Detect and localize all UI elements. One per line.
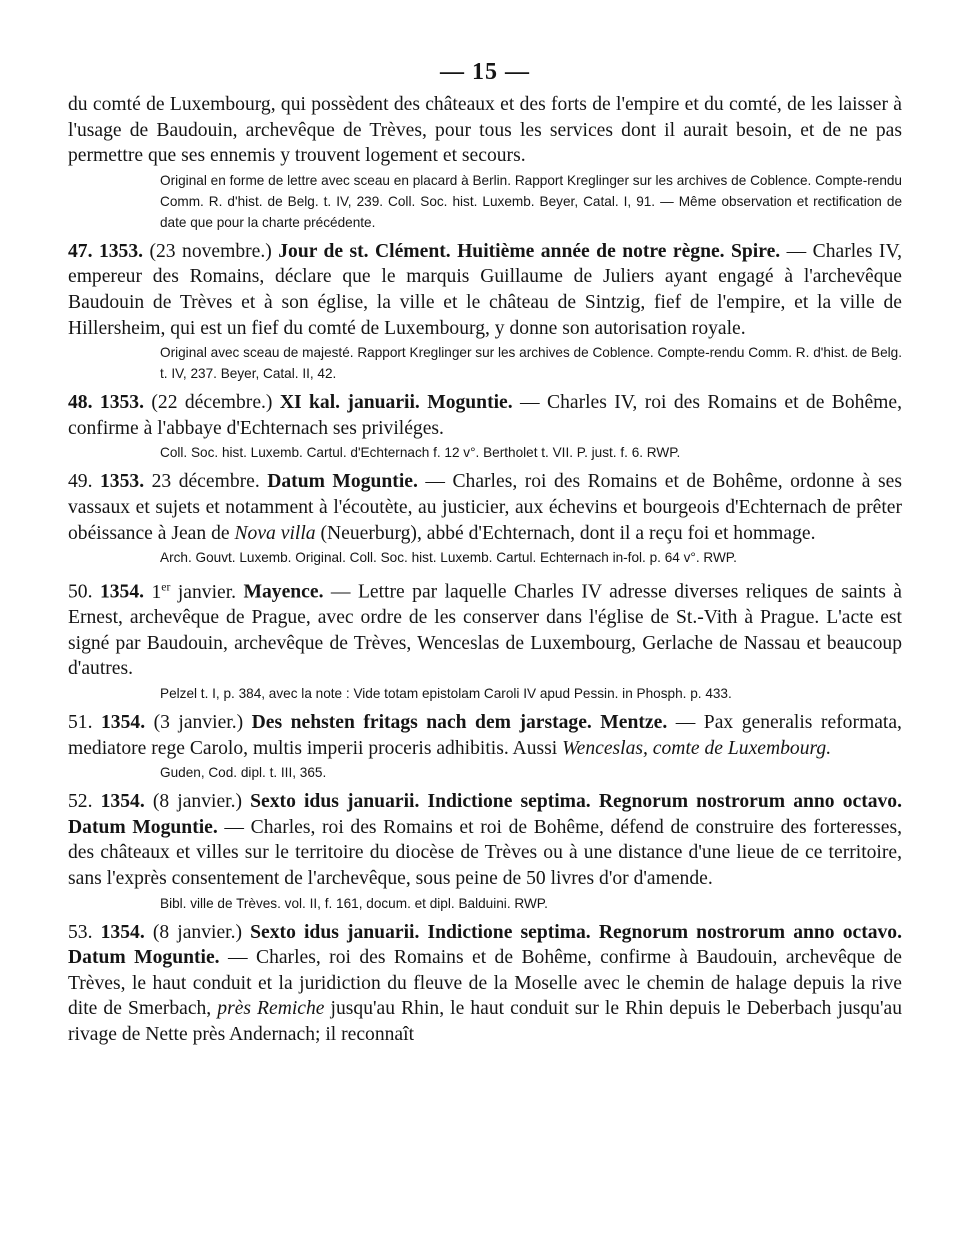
entry-number: 52. (68, 791, 93, 813)
entry-year: 1354. (99, 581, 145, 603)
entry-body-italic: Wenceslas, comte de Luxembourg. (562, 737, 832, 759)
entry-year: 1353. (99, 392, 144, 414)
entry-heading: Sexto idus januarii. Indictione septima. Regnorum nostrorum anno octavo. Datum Moguntie. (68, 921, 903, 969)
entry-number: 53. (68, 921, 93, 943)
entry-heading: Sexto idus januarii. Indictione septima. Regnorum nostrorum anno octavo. Datum Moguntie. (68, 791, 903, 838)
entry-source-note: Coll. Soc. hist. Luxemb. Cartul. d'Echternach f. 12 v°. Bertholet t. VII. P. just. f. 6. RWP. (160, 445, 681, 461)
entry-year: 1353. (98, 240, 144, 262)
entry-text (68, 574, 902, 682)
entry-body-italic: près Remiche (217, 998, 325, 1020)
entry-year: 1354. (101, 712, 146, 734)
entry-source-note: Arch. Gouvt. Luxemb. Original. Coll. Soc. hist. Luxemb. Cartul. Echternach in-fol. p. 64 v°. RWP. (160, 550, 737, 566)
entry-body: — Lettre par laquelle Charles IV adresse diverses reliques de saints à Ernest, archevêque de Prague, avec ordre de les conserver dans l'église de St.-Vith à Prague. L'acte est signé par Baudouin, archevêque de Trèves, Wenceslas de Luxembourg, Gerlache de Nassau et beaucoup d'autres. (68, 581, 902, 680)
entry-body: — Charles IV, roi des Romains et de Bohême, confirme à l'abbaye d'Echternach ses priviléges. (68, 392, 902, 439)
intro-paragraph: du comté de Luxembourg, qui possèdent des châteaux et des forts de l'empire et du comté, de les laisser à l'usage de Baudouin, archevêque de Trèves, pour tous les services dont il aurait besoin, et de ne pas permettre que ses ennemis y trouvent logement et secours. (68, 94, 902, 167)
entry-year: 1354. (100, 791, 145, 813)
entry-date-sup: er (161, 580, 171, 594)
entry-text (68, 390, 902, 441)
entry-51 (68, 710, 902, 783)
intro-source-note: Original en forme de lettre avec sceau en placard à Berlin. Rapport Kreglinger sur les archives de Coblence. Compte-rendu Comm. R. d'hist. de Belg. t. IV, 239. Coll. Soc. hist. Luxemb. Beyer, Catal. I, 91. — Même observation et rectification de date que pour la charte précédente. (160, 172, 902, 230)
entry-body: — Charles, roi des Romains et de Bohême, confirme à Baudouin, archevêque de Trèves, le haut conduit et la juridiction du fleuve de la Moselle avec le chemin de halage depuis la rive dite de Smerbach, (68, 947, 902, 1020)
entry-text (68, 469, 902, 546)
entry-heading: Mayence. (243, 581, 324, 603)
entry-number: 48. (68, 392, 93, 414)
entry-heading: Datum Moguntie. (267, 471, 418, 493)
entry-date-day: 1 (151, 581, 162, 603)
entry-number: 51. (68, 712, 93, 734)
entry-source-note: Pelzel t. I, p. 384, avec la note : Vide totam epistolam Caroli IV apud Pessin. in Phosph. p. 433. (160, 686, 732, 702)
entry-heading: XI kal. januarii. Moguntie. (279, 392, 513, 414)
entry-body: — Charles IV, empereur des Romains, déclare que le marquis Guillaume de Juliers ayant engagé à l'archevêque Baudouin de Trèves et à son église, la ville et le château de Sintzig, fief de l'empire, et la ville de Hillersheim, qui est un fief du comté de Luxembourg, y donne son autorisation royale. (68, 240, 902, 339)
entry-body: — Pax generalis reformata, mediatore rege Carolo, multis imperii proceris adhibitis. Aussi (68, 712, 902, 759)
entry-date (151, 582, 236, 603)
entry-body: jusqu'au Rhin, le haut conduit sur le Rhin depuis le Deberbach jusqu'au rivage de Nette près Andernach; il reconnaît (68, 998, 903, 1045)
entry-49 (68, 469, 902, 568)
entry-date: (8 janvier.) (152, 791, 243, 813)
entry-text (68, 920, 902, 1048)
entry-date-month: janvier. (170, 581, 237, 603)
entry-source-note: Guden, Cod. dipl. t. III, 365. (160, 765, 327, 781)
entry-text (68, 239, 902, 341)
entry-body: (Neuerburg), abbé d'Echternach, dont il a reçu foi et hommage. (315, 522, 816, 544)
entry-text (68, 710, 902, 761)
entry-text (68, 789, 902, 891)
entry-source-note: Original avec sceau de majesté. Rapport Kreglinger sur les archives de Coblence. Compte-rendu Comm. R. d'hist. de Belg. t. IV, 237. Beyer, Catal. II, 42. (160, 345, 902, 382)
entry-47 (68, 239, 902, 384)
entry-50 (68, 574, 902, 704)
entry-53 (68, 920, 902, 1048)
entry-date: (8 janvier.) (152, 921, 243, 943)
entry-number: 47. (68, 240, 93, 262)
entry-year: 1353. (100, 471, 145, 493)
entry-body: — Charles, roi des Romains et de Bohême, ordonne à ses vassaux et sujets et notamment à l'écoutète, au justicier, aux échevins et bourgeois d'Echternach de prêter obéissance à Jean de (68, 471, 902, 544)
entry-date: (3 janvier.) (153, 712, 244, 734)
entry-number: 50. (68, 581, 93, 603)
entry-number: 49. (68, 471, 93, 493)
entry-body-italic: Nova villa (234, 522, 316, 544)
entry-date: 23 décembre. (151, 471, 260, 493)
entry-heading: Des nehsten fritags nach dem jarstage. Mentze. (251, 712, 668, 734)
entry-48 (68, 390, 902, 463)
entry-52 (68, 789, 902, 913)
entry-source-note: Bibl. ville de Trèves. vol. II, f. 161, docum. et dipl. Balduini. RWP. (160, 895, 548, 911)
entry-date: (23 novembre.) (149, 240, 272, 262)
entry-date: (22 décembre.) (151, 392, 273, 414)
entry-heading: Jour de st. Clément. Huitième année de notre règne. Spire. (278, 240, 781, 262)
entry-body: — Charles, roi des Romains et roi de Bohême, défend de construire des forteresses, des châteaux et villes sur le territoire du diocèse de Trèves ou à une distance d'une lieue de ce territoire, sans l'exprès consentement de l'archevêque, sous peine de 50 livres d'or d'amende. (68, 816, 902, 889)
entry-year: 1354. (100, 921, 145, 943)
page-number: — 15 — (440, 59, 530, 85)
